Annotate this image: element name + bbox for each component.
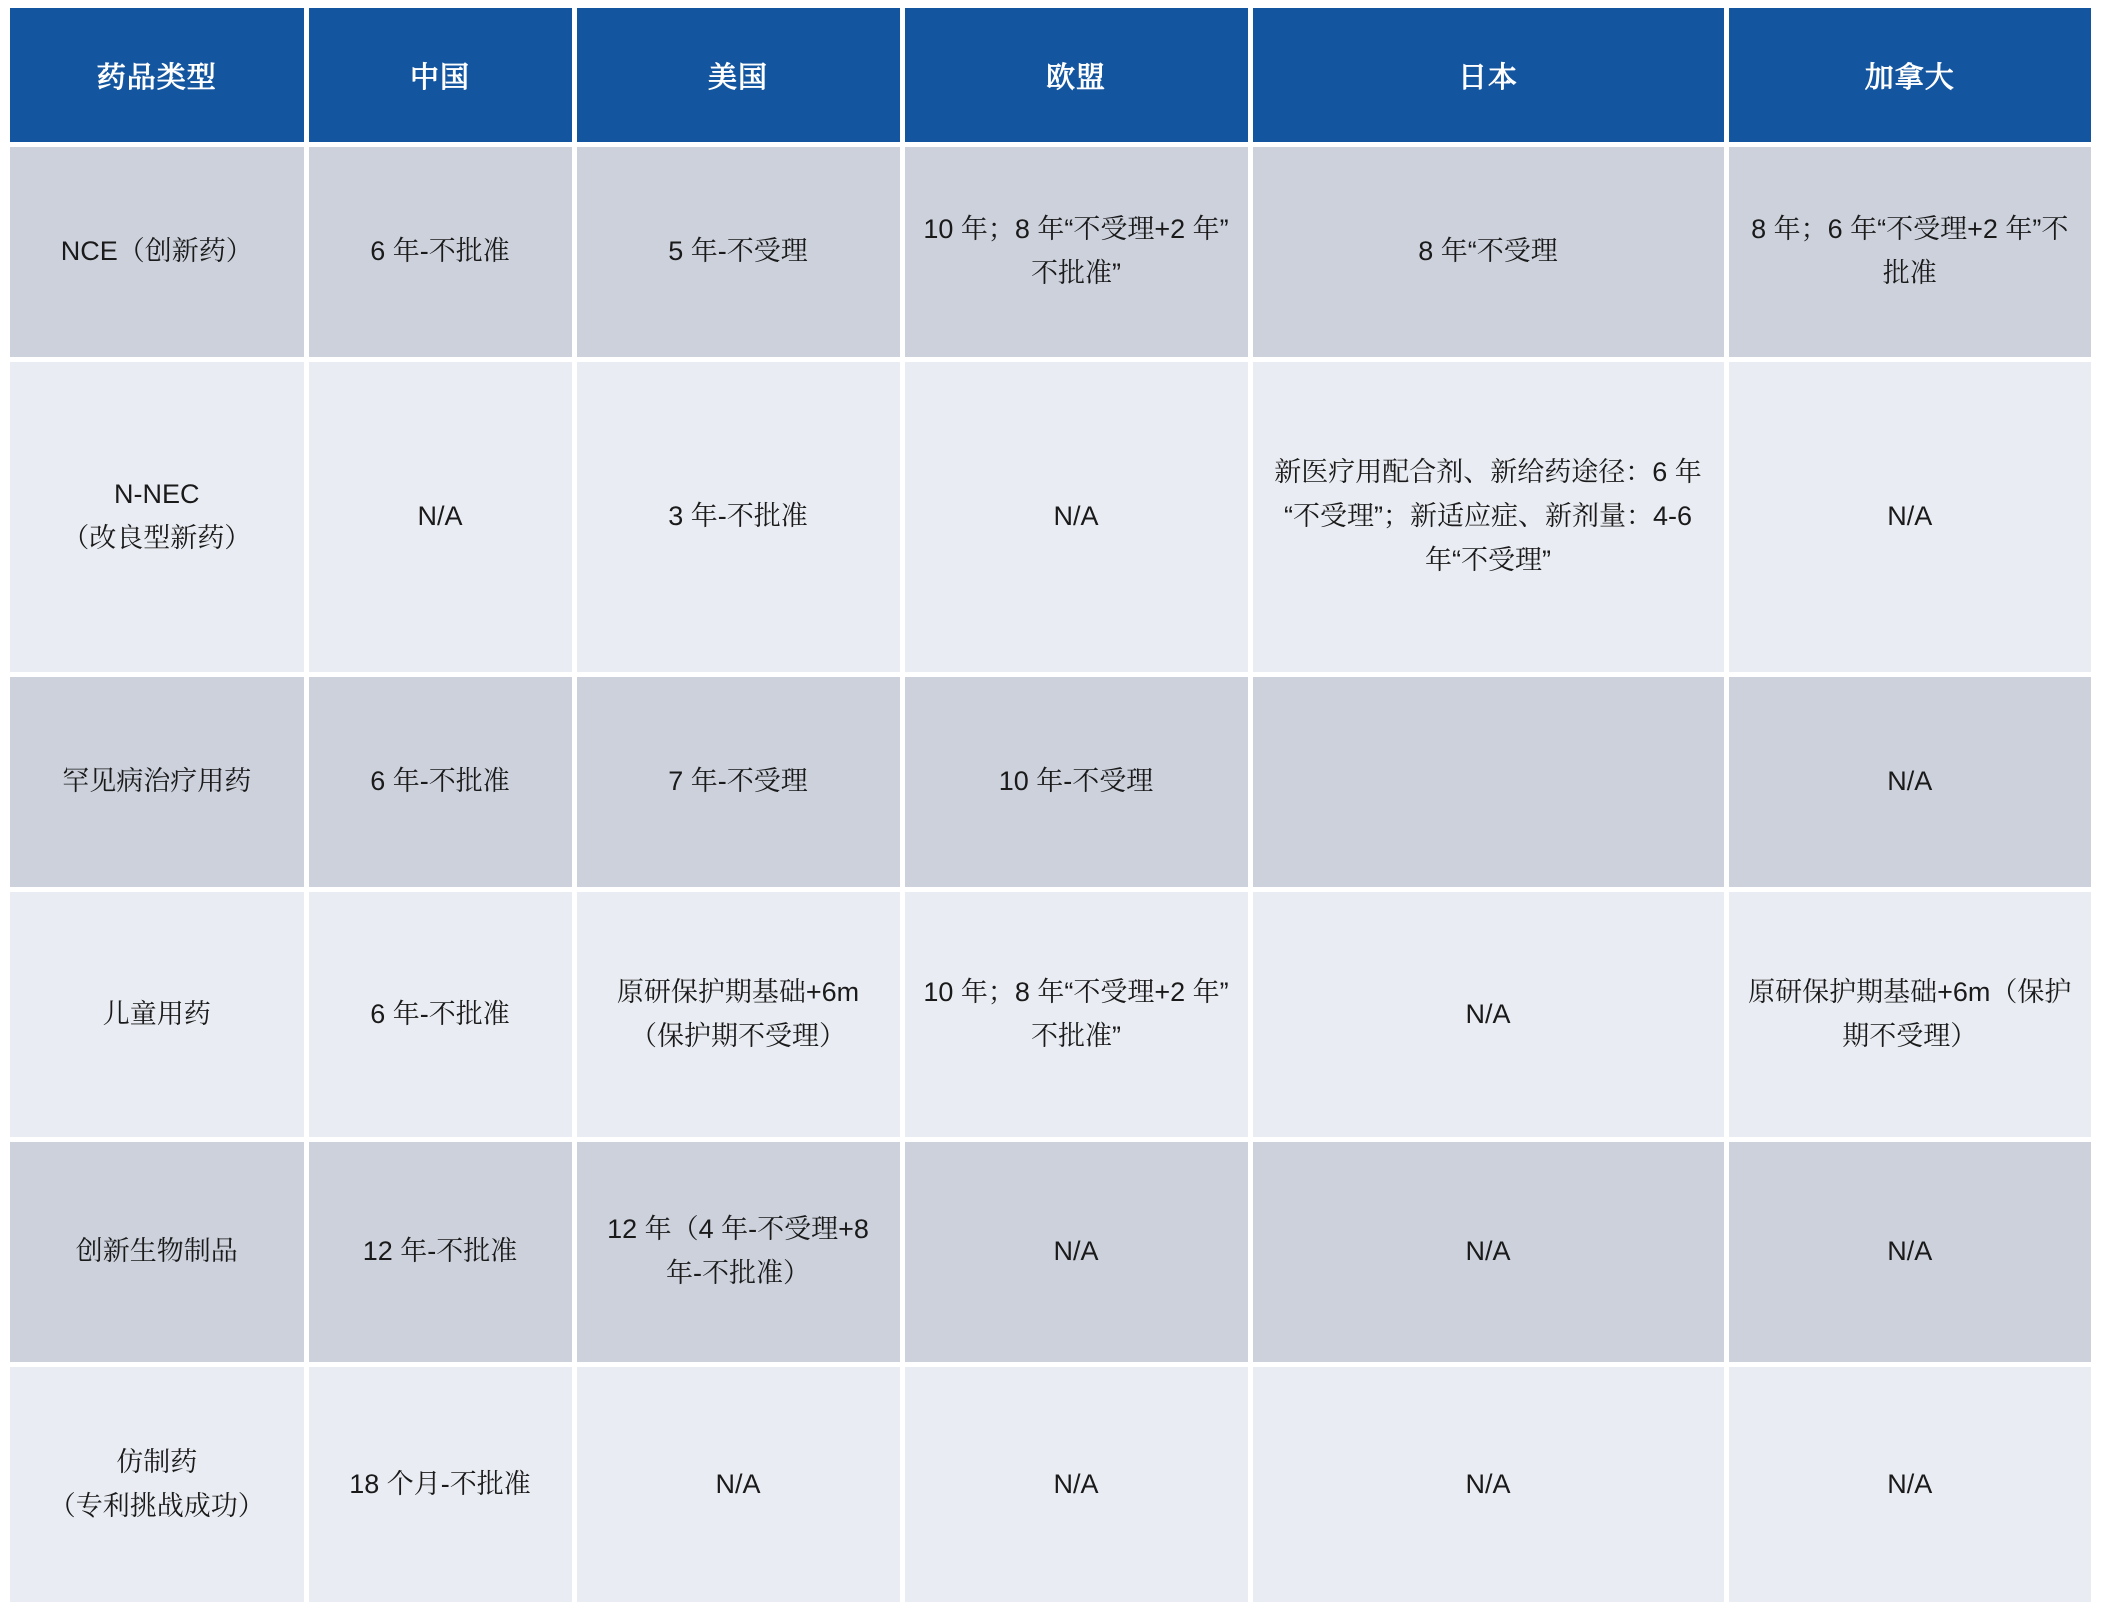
cell-usa: 3 年-不批准: [574, 360, 902, 675]
cell-usa: N/A: [574, 1365, 902, 1602]
cell-canada: N/A: [1726, 1140, 2091, 1365]
cell-china: 6 年-不批准: [306, 675, 574, 890]
cell-drug-type: NCE（创新药）: [10, 145, 306, 360]
cell-china: N/A: [306, 360, 574, 675]
table-row: [10, 145, 2091, 360]
column-header-japan: 日本: [1250, 8, 1726, 145]
cell-usa: 12 年（4 年-不受理+8 年-不批准）: [574, 1140, 902, 1365]
cell-china: 18 个月-不批准: [306, 1365, 574, 1602]
cell-china: 12 年-不批准: [306, 1140, 574, 1365]
table-row: [10, 1365, 2091, 1602]
cell-china: 6 年-不批准: [306, 145, 574, 360]
column-header-china: 中国: [306, 8, 574, 145]
cell-eu: 10 年；8 年“不受理+2 年”不批准”: [902, 145, 1250, 360]
cell-japan: 8 年“不受理: [1250, 145, 1726, 360]
column-header-usa: 美国: [574, 8, 902, 145]
table-row: [10, 1140, 2091, 1365]
cell-eu: N/A: [902, 1365, 1250, 1602]
cell-eu: 10 年；8 年“不受理+2 年”不批准”: [902, 890, 1250, 1140]
header-row: [10, 8, 2091, 145]
cell-japan: [1250, 675, 1726, 890]
cell-usa: 7 年-不受理: [574, 675, 902, 890]
table-body: [10, 145, 2091, 1602]
cell-drug-type: 仿制药 （专利挑战成功）: [10, 1365, 306, 1602]
drug-exclusivity-comparison-table: [10, 8, 2091, 1602]
cell-japan: N/A: [1250, 890, 1726, 1140]
cell-japan: 新医疗用配合剂、新给药途径：6 年“不受理”；新适应症、新剂量：4-6 年“不受理”: [1250, 360, 1726, 675]
cell-eu: N/A: [902, 1140, 1250, 1365]
cell-drug-type: 罕见病治疗用药: [10, 675, 306, 890]
cell-canada: N/A: [1726, 360, 2091, 675]
table-row: [10, 360, 2091, 675]
cell-usa: 5 年-不受理: [574, 145, 902, 360]
column-header-canada: 加拿大: [1726, 8, 2091, 145]
column-header-drug-type: 药品类型: [10, 8, 306, 145]
cell-drug-type: 儿童用药: [10, 890, 306, 1140]
cell-drug-type: N-NEC （改良型新药）: [10, 360, 306, 675]
cell-canada: N/A: [1726, 1365, 2091, 1602]
cell-japan: N/A: [1250, 1365, 1726, 1602]
table-header: [10, 8, 2091, 145]
column-header-eu: 欧盟: [902, 8, 1250, 145]
cell-drug-type: 创新生物制品: [10, 1140, 306, 1365]
cell-china: 6 年-不批准: [306, 890, 574, 1140]
cell-canada: 原研保护期基础+6m（保护期不受理）: [1726, 890, 2091, 1140]
cell-usa: 原研保护期基础+6m（保护期不受理）: [574, 890, 902, 1140]
cell-eu: N/A: [902, 360, 1250, 675]
cell-canada: N/A: [1726, 675, 2091, 890]
cell-japan: N/A: [1250, 1140, 1726, 1365]
table-row: [10, 675, 2091, 890]
cell-canada: 8 年；6 年“不受理+2 年”不批准: [1726, 145, 2091, 360]
cell-eu: 10 年-不受理: [902, 675, 1250, 890]
table-row: [10, 890, 2091, 1140]
